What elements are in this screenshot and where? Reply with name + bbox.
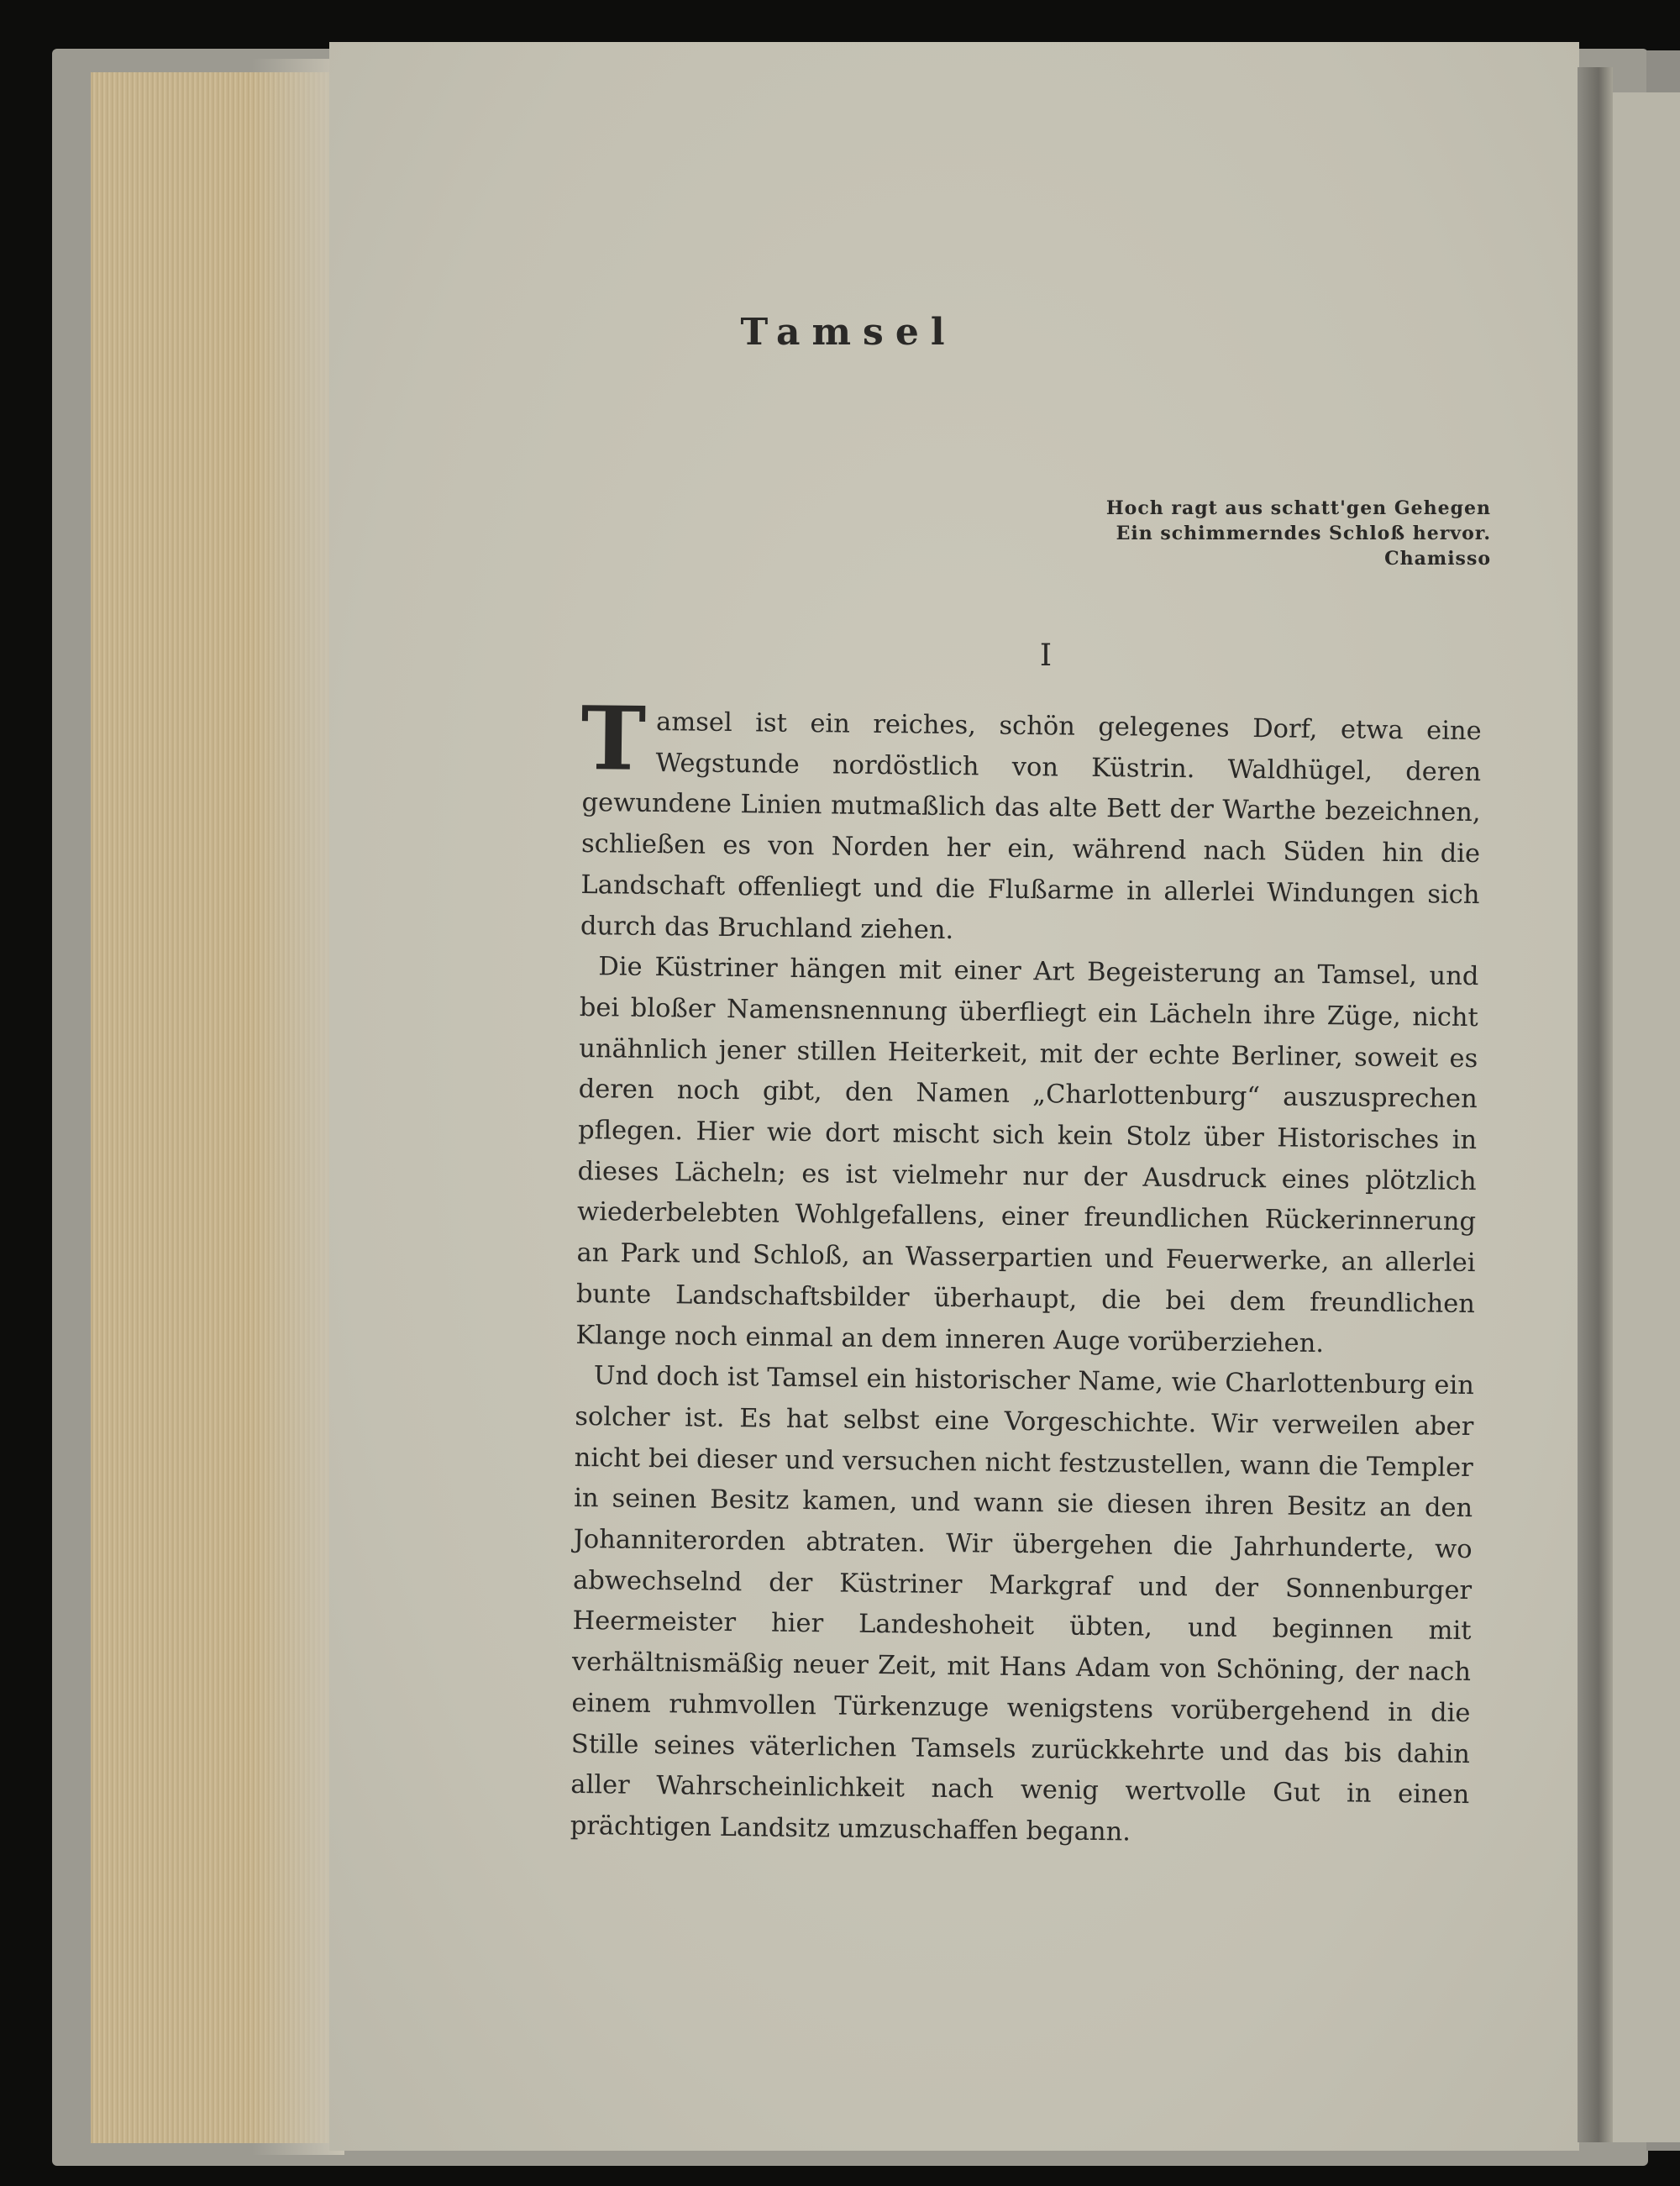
- facing-page: [1611, 92, 1680, 2142]
- section-number: I: [1039, 638, 1053, 673]
- paragraph-text: amsel ist ein reiches, schön gelegenes Dorf, etwa eine Wegstunde nordöstlich von Küstrin. Waldhügel, deren gewundene Linien mutmaßlich das alte Bett der Warthe bezeichnen, schließen es von Norden her ein, während nach Süden hin die Landschaft offenliegt und die Flußarme in allerlei Windungen sich durch das Bruchland ziehen.: [580, 707, 1482, 945]
- epigraph-author: Chamisso: [1384, 548, 1491, 570]
- chapter-title: Tamsel: [740, 311, 957, 354]
- paragraph: [580, 686, 1482, 957]
- epigraph-line: Hoch ragt aus schatt'gen Gehegen: [1105, 497, 1491, 519]
- paragraph: Die Küstriner hängen mit einer Art Begeisterung an Tamsel, und bei bloßer Namensnennung überfliegt ein Lächeln ihre Züge, nicht unähnlich jener stillen Heiterkeit, mit der echte Berliner, soweit es deren noch gibt, den Namen „Charlottenburg“ auszusprechen pflegen. Hier wie dort mischt sich kein Stolz über Historisches in dieses Lächeln; es ist vielmehr nur der Ausdruck eines plötzlich wiederbelebten Wohlgefallens, einer freundlichen Rückerinnerung an Park und Schloß, an Wasserpartien und Feuerwerke, an allerlei bunte Landschaftsbilder überhaupt, die bei dem freundlichen Klange noch einmal an dem inneren Auge vorüberziehen.: [575, 952, 1479, 1358]
- body-text: [570, 686, 1482, 1858]
- epigraph-line: Ein schimmerndes Schloß hervor.: [1116, 523, 1491, 544]
- paragraph: Und doch ist Tamsel ein historischer Name, wie Charlottenburg ein solcher ist. Es hat selbst eine Vorgeschichte. Wir verweilen aber nicht bei dieser und versuchen nicht festzustellen, wann die Templer in seinen Besitz kamen, und wann sie diesen ihren Besitz an den Johanniterorden abtraten. Wir übergehen die Jahrhunderte, wo abwechselnd der Küstriner Markgraf und der Sonnenburger Heermeister hier Landeshoheit übten, und beginnen mit verhältnismäßig neuer Zeit, mit Hans Adam von Schöning, der nach einem ruhmvollen Türkenzuge wenigstens vorübergehend in die Stille seines väterlichen Tamsels zurückkehrte und das bis dahin aller Wahrscheinlichkeit nach wenig wertvolle Gut in einen prächtigen Landsitz umzuschaffen begann.: [570, 1361, 1475, 1847]
- drop-cap: T: [580, 686, 647, 791]
- epigraph: [1106, 496, 1491, 571]
- book-gutter: [1578, 67, 1613, 2142]
